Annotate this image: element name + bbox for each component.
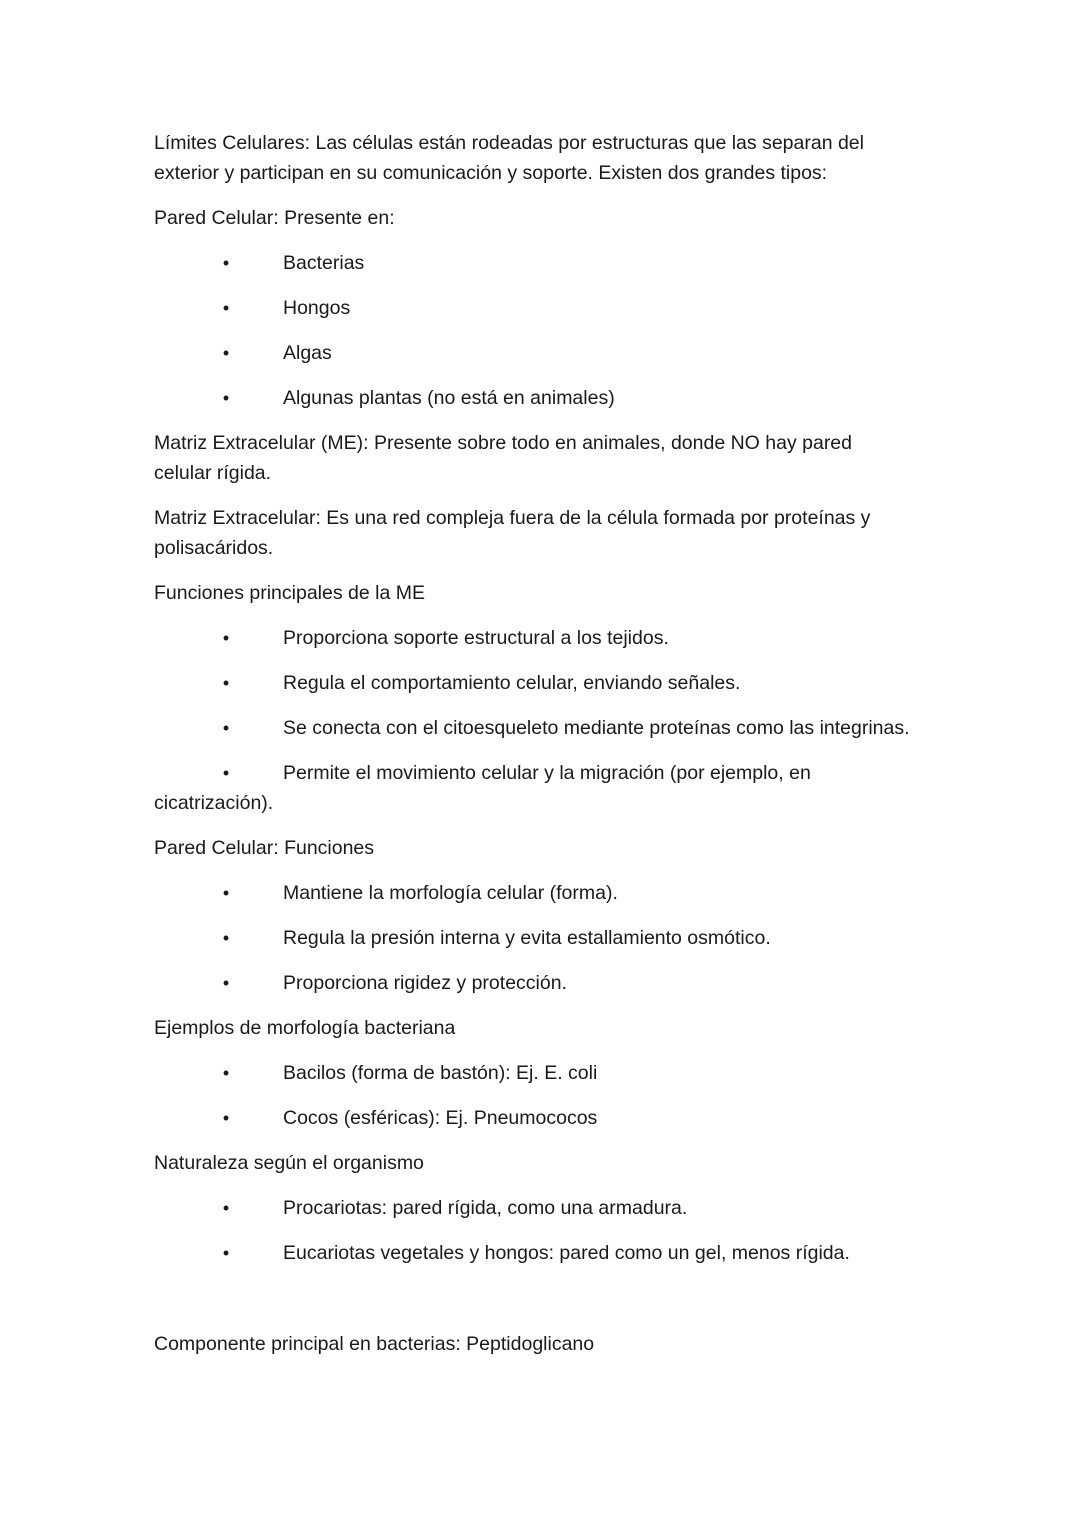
matriz-intro-line-2: celular rígida. (154, 462, 272, 484)
bullet-icon: • (222, 343, 230, 363)
bullet-icon: • (222, 1108, 230, 1128)
bullet-icon: • (222, 628, 230, 648)
list-item: • Regula el comportamiento celular, enviando señales. (154, 668, 944, 698)
bullet-icon: • (222, 1243, 230, 1263)
list-item: • Regula la presión interna y evita estallamiento osmótico. (154, 923, 944, 953)
list-item: • Bacterias (154, 248, 944, 278)
bullet-icon: • (222, 928, 230, 948)
funciones-me-heading: Funciones principales de la ME (154, 582, 425, 604)
bullet-icon: • (222, 298, 230, 318)
morfologia-heading: Ejemplos de morfología bacteriana (154, 1017, 456, 1039)
bullet-icon: • (222, 1198, 230, 1218)
list-item: • Procariotas: pared rígida, como una armadura. (154, 1193, 944, 1223)
intro-line-1: Límites Celulares: Las células están rodeadas por estructuras que las separan del (154, 132, 864, 154)
bullet-icon: • (222, 1063, 230, 1083)
list-item: • Se conecta con el citoesqueleto mediante proteínas como las integrinas. (154, 713, 944, 743)
intro-line-2: exterior y participan en su comunicación y soporte. Existen dos grandes tipos: (154, 162, 828, 184)
list-item: • Algunas plantas (no está en animales) (154, 383, 944, 413)
list-item: • Eucariotas vegetales y hongos: pared como un gel, menos rígida. (154, 1238, 944, 1268)
bullet-icon: • (222, 718, 230, 738)
bullet-icon: • (222, 763, 230, 783)
list-item: • Proporciona rigidez y protección. (154, 968, 944, 998)
list-item: • Hongos (154, 293, 944, 323)
pared-celular-list (154, 248, 944, 413)
matriz-intro-line-1: Matriz Extracelular (ME): Presente sobre todo en animales, donde NO hay pared (154, 432, 853, 454)
spacer (154, 1283, 944, 1329)
funciones-me-list (154, 623, 944, 743)
list-item: • Cocos (esféricas): Ej. Pneumococos (154, 1103, 944, 1133)
bullet-icon: • (222, 883, 230, 903)
bullet-icon: • (222, 253, 230, 273)
pared-celular-heading: Pared Celular: Presente en: (154, 207, 395, 229)
list-item: • Algas (154, 338, 944, 368)
naturaleza-heading: Naturaleza según el organismo (154, 1152, 424, 1174)
intro-paragraph (154, 128, 944, 188)
pared-funciones-list (154, 878, 944, 998)
componente-paragraph: Componente principal en bacterias: Peptidoglicano (154, 1333, 595, 1355)
morfologia-list (154, 1058, 944, 1133)
bullet-icon: • (222, 673, 230, 693)
document-page (154, 128, 944, 1374)
matriz-def-line-2: polisacáridos. (154, 537, 274, 559)
list-item: • Proporciona soporte estructural a los tejidos. (154, 623, 944, 653)
bullet-icon: • (222, 388, 230, 408)
list-item: • Bacilos (forma de bastón): Ej. E. coli (154, 1058, 944, 1088)
matriz-def-paragraph (154, 503, 944, 563)
matriz-def-line-1: Matriz Extracelular: Es una red compleja fuera de la célula formada por proteínas y (154, 507, 871, 529)
list-item-wrapped: • Permite el movimiento celular y la migración (por ejemplo, en cicatrización). (154, 758, 944, 818)
list-item: • Mantiene la morfología celular (forma). (154, 878, 944, 908)
bullet-icon: • (222, 973, 230, 993)
pared-funciones-heading: Pared Celular: Funciones (154, 837, 375, 859)
naturaleza-list (154, 1193, 944, 1268)
matriz-intro-paragraph (154, 428, 944, 488)
